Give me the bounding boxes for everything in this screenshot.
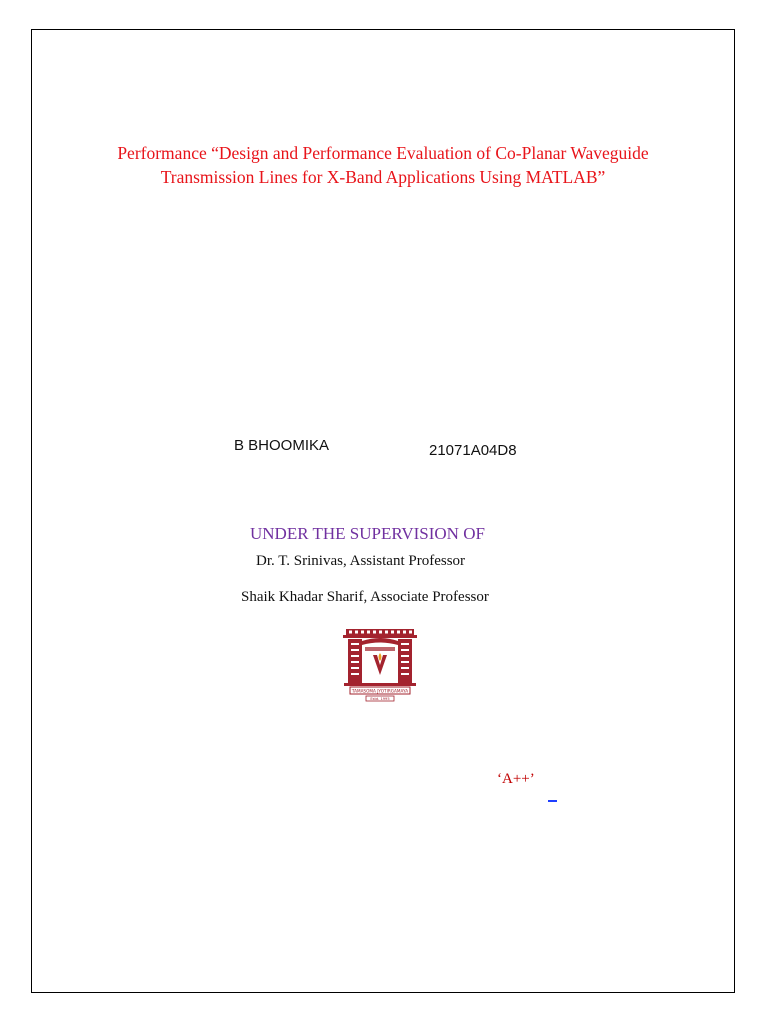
grade-label: ‘A++’ xyxy=(497,771,535,787)
svg-text:TAMASOMA JYOTIRGAMAYA: TAMASOMA JYOTIRGAMAYA xyxy=(351,688,409,694)
supervision-heading: UNDER THE SUPERVISION OF xyxy=(250,524,485,543)
supervisor-1: Dr. T. Srinivas, Assistant Professor xyxy=(256,553,466,569)
title-line-2: Transmission Lines for X-Band Applications Using MATLAB” xyxy=(160,167,606,187)
student-id: 21071A04D8 xyxy=(429,442,517,459)
title-line-1: Performance “Design and Performance Evaluation of Co-Planar Waveguide xyxy=(117,143,649,163)
institution-emblem-icon xyxy=(340,625,420,705)
svg-text:Estd. 1995: Estd. 1995 xyxy=(370,697,390,701)
supervisor-2: Shaik Khadar Sharif, Associate Professor xyxy=(241,589,489,605)
document-title xyxy=(31,141,735,189)
dash-mark xyxy=(548,800,557,802)
student-name: B BHOOMIKA xyxy=(234,437,330,454)
